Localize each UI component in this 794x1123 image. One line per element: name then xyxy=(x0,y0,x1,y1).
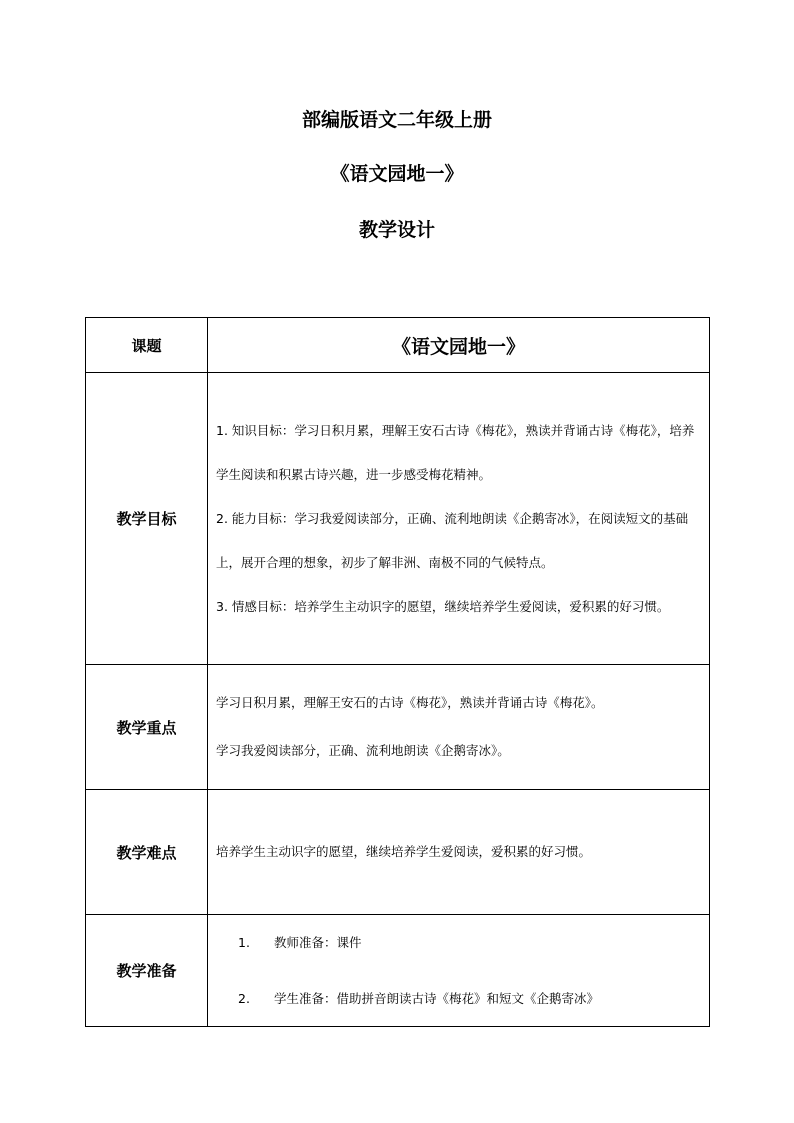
document-subtitle: 《语文园地一》 xyxy=(330,163,464,185)
topic-value: 《语文园地一》 xyxy=(208,318,710,373)
table-row-topic xyxy=(86,318,710,373)
key-points-cell xyxy=(208,665,710,790)
list-number: 1. xyxy=(238,934,250,950)
key-points-label: 教学重点 xyxy=(86,665,208,790)
table-row-goals xyxy=(86,373,710,665)
list-item xyxy=(216,931,701,955)
difficulty-text: 培养学生主动识字的愿望，继续培养学生爱阅读，爱积累的好习惯。 xyxy=(216,844,592,859)
difficulty-label: 教学难点 xyxy=(86,790,208,915)
preparation-cell xyxy=(208,915,710,1027)
preparation-list xyxy=(216,931,701,1011)
list-text: 教师准备：课件 xyxy=(274,934,362,950)
goal-knowledge: 1. 知识目标：学习日积月累，理解王安石古诗《梅花》，熟读并背诵古诗《梅花》，培养学生阅读和积累古诗兴趣，进一步感受梅花精神。 xyxy=(216,422,695,482)
list-number: 2. xyxy=(238,990,250,1006)
list-item xyxy=(216,987,701,1011)
key-point-1: 学习日积月累，理解王安石的古诗《梅花》，熟读并背诵古诗《梅花》。 xyxy=(216,695,604,710)
preparation-label: 教学准备 xyxy=(86,915,208,1027)
table-row-difficulty xyxy=(86,790,710,915)
difficulty-cell xyxy=(208,790,710,915)
key-point-2: 学习我爱阅读部分，正确、流利地朗读《企鹅寄冰》。 xyxy=(216,743,510,758)
goals-label: 教学目标 xyxy=(86,373,208,665)
goals-cell xyxy=(208,373,710,665)
list-text: 学生准备：借助拼音朗读古诗《梅花》和短文《企鹅寄冰》 xyxy=(274,990,600,1006)
table-row-preparation xyxy=(86,915,710,1027)
topic-label: 课题 xyxy=(86,318,208,373)
table-row-key-points xyxy=(86,665,710,790)
document-type: 教学设计 xyxy=(358,219,435,241)
goal-ability: 2. 能力目标：学习我爱阅读部分，正确、流利地朗读《企鹅寄冰》，在阅读短文的基础上，展开合理的想象，初步了解非洲、南极不同的气候特点。 xyxy=(216,510,689,570)
document-title: 部编版语文二年级上册 xyxy=(301,109,492,131)
goal-emotion: 3. 情感目标：培养学生主动识字的愿望，继续培养学生爱阅读，爱积累的好习惯。 xyxy=(216,598,670,614)
lesson-plan-table xyxy=(85,317,710,1027)
